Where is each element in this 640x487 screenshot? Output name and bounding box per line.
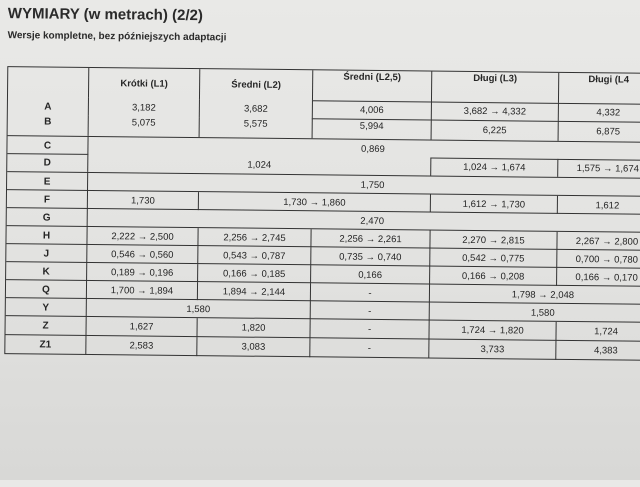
cell-a-l3: 3,682 → 4,332 (431, 102, 558, 121)
cell-b-l1: 5,075 (88, 116, 199, 137)
cell-h-l4: 2,267 → 2,800 (556, 232, 640, 251)
cell-q-l2: 1,894 → 2,144 (197, 282, 310, 301)
cell-b-l2: 5,575 (199, 117, 312, 138)
row-label: B (44, 116, 52, 128)
cell-f-l4: 1,612 (557, 196, 640, 215)
cell-h-l1: 2,222 → 2,500 (86, 227, 197, 246)
cell-k-l2: 0,166 → 0,185 (197, 264, 310, 283)
cell-a-l1: 3,182 (88, 98, 199, 117)
cell-d-l4: 1,575 → 1,674 (557, 159, 640, 178)
cell-y-l1-l2: 1,580 (86, 299, 310, 319)
cell-z-l25: - (309, 319, 428, 339)
header-l4: Długi (L4 (558, 73, 640, 104)
cell-h-l2: 2,256 → 2,745 (197, 228, 310, 247)
cell-f-l1: 1,730 (87, 191, 198, 210)
row-label: Y (42, 301, 50, 314)
row-label: Q (42, 283, 50, 296)
cell-d-l1-l25: 1,024 (87, 154, 430, 176)
cell-f-l2-l25: 1,730 → 1,860 (198, 192, 430, 212)
cell-z-l2: 1,820 (196, 318, 309, 338)
dimensions-table (4, 66, 640, 361)
row-label: K (42, 265, 50, 278)
cell-c-all: 0,869 (87, 137, 640, 161)
cell-a-l2: 3,682 (199, 99, 312, 118)
row-label: F (43, 193, 51, 206)
cell-z1-l2: 3,083 (196, 337, 309, 357)
cell-q-l1: 1,700 → 1,894 (86, 281, 197, 300)
cell-j-l2: 0,543 → 0,787 (197, 246, 310, 265)
cell-y-l25: - (310, 301, 429, 320)
cell-j-l3: 0,542 → 0,775 (429, 249, 556, 268)
row-label: D (7, 153, 87, 172)
row-label: G (42, 211, 51, 224)
row-label: Z1 (39, 339, 52, 351)
cell-j-l25: 0,735 → 0,740 (310, 247, 429, 266)
cell-k-l25: 0,166 (310, 265, 429, 284)
cell-h-l25: 2,256 → 2,261 (310, 229, 429, 248)
cell-z1-l25: - (309, 338, 428, 358)
cell-z-l3: 1,724 → 1,820 (428, 321, 555, 341)
cell-d-l3: 1,024 → 1,674 (430, 158, 557, 177)
page-subtitle: Wersje kompletne, bez późniejszych adaptacji (7, 30, 227, 44)
cell-q-l3-l4: 1,798 → 2,048 (429, 285, 640, 305)
cell-b-l4: 6,875 (558, 121, 640, 142)
cell-j-l1: 0,546 → 0,560 (86, 245, 197, 264)
cell-f-l3: 1,612 → 1,730 (430, 195, 557, 214)
row-label: A (44, 100, 52, 113)
cell-a-l4: 4,332 (558, 103, 640, 122)
cell-y-l3-l4: 1,580 (429, 303, 640, 323)
cell-z1-l3: 3,733 (428, 340, 555, 360)
cell-k-l3: 0,166 → 0,208 (429, 267, 556, 286)
row-label: E (43, 175, 51, 188)
cell-z1-l1: 2,583 (85, 336, 196, 356)
header-l3: Długi (L3) (431, 72, 558, 103)
cell-q-l25: - (310, 283, 429, 302)
cell-j-l4: 0,700 → 0,780 (556, 250, 640, 269)
cell-b-l25: 5,994 (312, 118, 431, 139)
cell-b-l3: 6,225 (431, 120, 558, 141)
cell-e-all: 1,750 (87, 173, 640, 197)
row-label: Z (42, 320, 49, 332)
cell-a-l25: 4,006 (312, 100, 431, 119)
cell-z-l1: 1,627 (85, 317, 196, 337)
cell-k-l1: 0,189 → 0,196 (86, 263, 197, 282)
cell-g-all: 2,470 (87, 209, 640, 233)
row-label: C (43, 139, 52, 152)
header-l25: Średni (L2,5) (312, 70, 431, 101)
row-label: H (42, 229, 51, 242)
header-l2: Średni (L2) (199, 69, 312, 100)
header-l1: Krótki (L1) (88, 68, 199, 99)
cell-h-l3: 2,270 → 2,815 (429, 231, 556, 250)
cell-k-l4: 0,166 → 0,170 (556, 268, 640, 287)
page-title: WYMIARY (w metrach) (2/2) (7, 5, 203, 25)
row-label: J (43, 247, 50, 260)
cell-z-l4: 1,724 (555, 322, 640, 342)
cell-z1-l4: 4,383 (555, 341, 640, 361)
